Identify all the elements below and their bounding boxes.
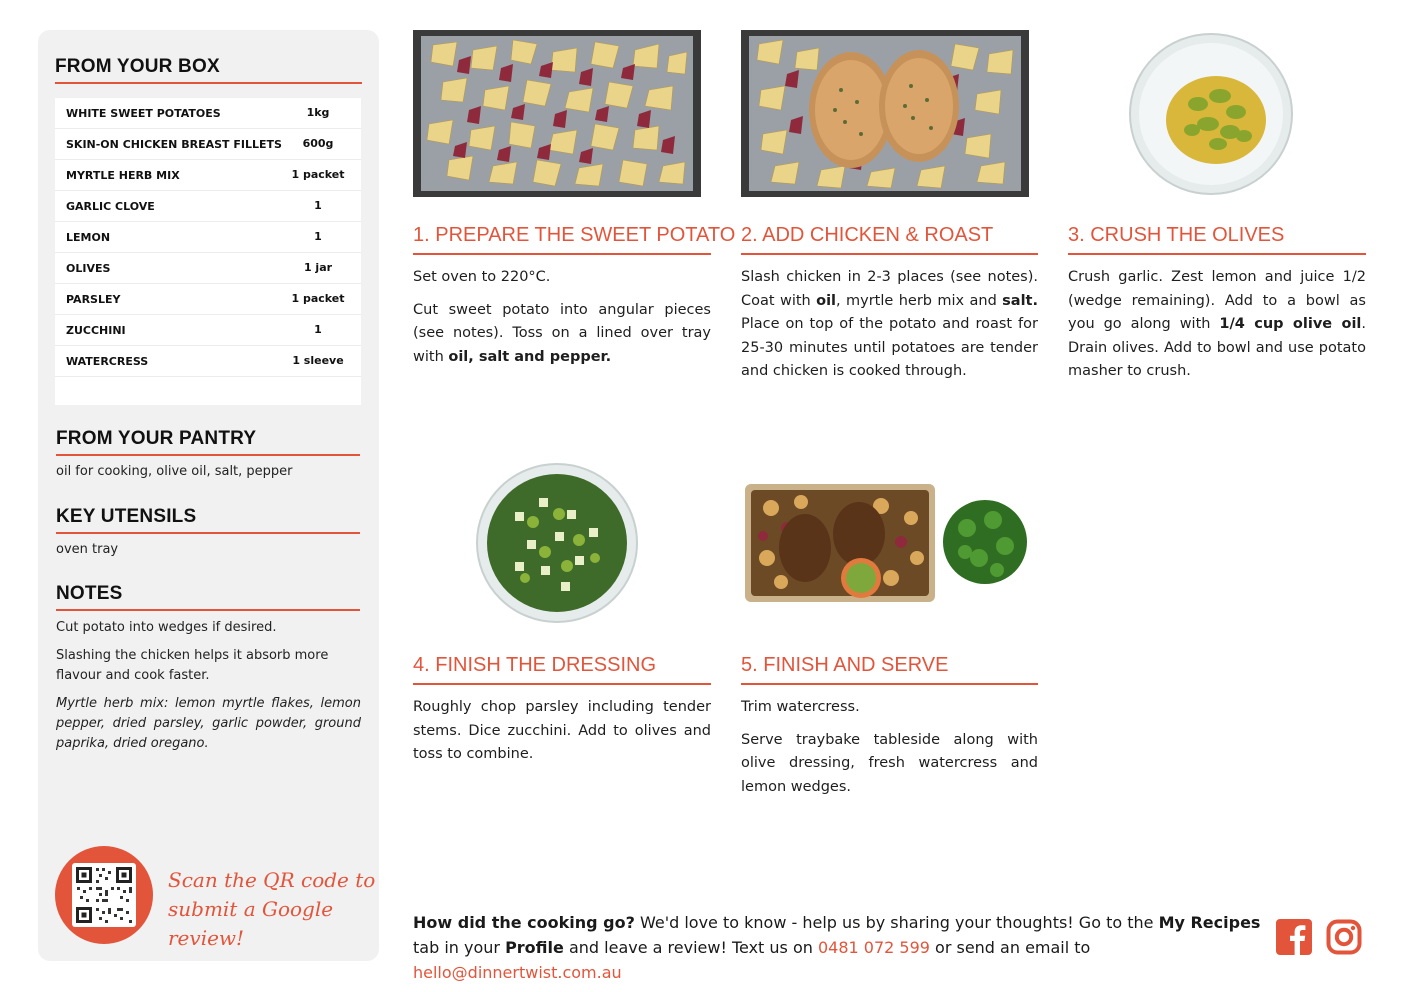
step-1-text: Set oven to 220°C. — [413, 269, 551, 285]
step-2-bold-oil: oil — [816, 292, 837, 309]
step-3-text-part: . Drain olives. Add to bowl and use potato masher to crush. — [1068, 316, 1366, 379]
table-row — [55, 222, 361, 253]
notes-title: NOTES — [56, 583, 123, 604]
ingredient-name: WATERCRESS — [66, 355, 149, 368]
ingredient-qty: 1 sleeve — [292, 354, 344, 367]
sweet-potato-tray-photo — [413, 30, 701, 197]
step-2-text-part: Place on top of the potato and roast for 25-30 minutes until potatoes are tender and chicken is cooked through. — [741, 316, 1038, 379]
table-row — [55, 98, 361, 129]
step-2-bold-salt: salt. — [1002, 292, 1038, 309]
divider — [413, 253, 711, 255]
step-5-body — [741, 696, 1038, 808]
footer-text: tab in your — [413, 938, 506, 957]
step-1-bold-ingredients: oil, salt and pepper. — [448, 348, 612, 365]
step-3-text — [1068, 266, 1366, 384]
step-1-body — [413, 266, 711, 378]
step-1-title: 1. PREPARE THE SWEET POTATO — [413, 224, 736, 246]
footer-text: or send an email to — [929, 938, 1091, 957]
step-3-text-part: Crush garlic. Zest lemon and juice 1/2 (wedge remaining). Add to a bowl as you go along with — [1068, 269, 1366, 332]
ingredient-qty: 1kg — [306, 106, 330, 119]
step-5-title: 5. FINISH AND SERVE — [741, 654, 949, 676]
divider — [741, 253, 1038, 255]
step-2-text-part: Slash chicken in 2-3 places (see notes). Coat with — [741, 269, 1038, 309]
footer-profile: Profile — [505, 938, 564, 957]
table-row — [55, 346, 361, 377]
ingredients-panel — [38, 30, 379, 961]
step-4-title: 4. FINISH THE DRESSING — [413, 654, 657, 676]
divider — [413, 683, 711, 685]
phone-link[interactable]: 0481 072 599 — [817, 938, 930, 957]
ingredient-qty: 600g — [302, 137, 334, 150]
step-5-text: Serve traybake tableside along with olive dressing, fresh watercress and lemon wedges. — [741, 731, 1038, 795]
table-row — [55, 284, 361, 315]
step-4-body — [413, 696, 711, 776]
qr-caption-line: submit a Google review! — [168, 897, 334, 950]
footer-text: and leave a review! Text us on — [563, 938, 818, 957]
ingredient-name: PARSLEY — [66, 293, 121, 306]
divider — [56, 532, 360, 534]
step-3-body — [1068, 266, 1366, 393]
footer-text: We'd love to know - help us by sharing your thoughts! Go to the — [634, 913, 1159, 932]
divider — [1068, 253, 1366, 255]
step-2-text — [741, 266, 1038, 384]
step-2-text-part: , myrtle herb mix and — [836, 292, 1003, 309]
qr-caption — [168, 866, 379, 953]
qr-code-icon[interactable] — [72, 863, 136, 927]
ingredient-name: WHITE SWEET POTATOES — [66, 107, 221, 120]
step-2-body — [741, 266, 1038, 393]
ingredient-qty: 1 — [314, 230, 322, 243]
pantry-text: oil for cooking, olive oil, salt, pepper — [56, 464, 293, 479]
footer-my-recipes: My Recipes — [1158, 913, 1261, 932]
step-2-title: 2. ADD CHICKEN & ROAST — [741, 224, 994, 246]
ingredient-name: GARLIC CLOVE — [66, 200, 155, 213]
step-5-text: Trim watercress. — [741, 699, 860, 715]
table-row — [55, 191, 361, 222]
ingredient-name: MYRTLE HERB MIX — [66, 169, 180, 182]
table-row — [55, 129, 361, 160]
ingredient-name: LEMON — [66, 231, 111, 244]
ingredient-qty: 1 jar — [303, 261, 333, 274]
olive-bowl-photo — [1128, 32, 1294, 196]
chicken-tray-photo — [741, 30, 1029, 197]
ingredient-qty: 1 — [314, 323, 322, 336]
ingredient-table — [55, 98, 361, 405]
note-2: Slashing the chicken helps it absorb more flavour and cook faster. — [56, 648, 329, 683]
pantry-title: FROM YOUR PANTRY — [56, 428, 257, 449]
table-row — [55, 253, 361, 284]
table-row — [55, 315, 361, 346]
divider — [56, 609, 360, 611]
from-box-title: FROM YOUR BOX — [55, 56, 220, 77]
email-link[interactable]: hello@dinnertwist.com.au — [413, 963, 622, 982]
qr-caption-line: Scan the QR code to — [168, 868, 376, 892]
ingredient-name: SKIN-ON CHICKEN BREAST FILLETS — [66, 138, 282, 151]
divider — [55, 82, 362, 84]
step-1-text-part: Cut sweet potato into angular pieces (see notes). Toss on a lined over tray with — [413, 301, 711, 365]
ingredient-qty: 1 packet — [291, 292, 345, 305]
instagram-icon[interactable] — [1326, 919, 1362, 955]
divider — [56, 454, 360, 456]
step-3-title: 3. CRUSH THE OLIVES — [1068, 224, 1285, 246]
step-3-bold-olive-oil: 1/4 cup olive oil — [1219, 316, 1362, 332]
note-3: Myrtle herb mix: lemon myrtle flakes, lemon pepper, dried parsley, garlic powder, ground paprika, dried oregano. — [56, 696, 361, 751]
footer-question: How did the cooking go? — [413, 913, 635, 932]
step-4-text: Roughly chop parsley including tender stems. Dice zucchini. Add to olives and toss to combine. — [413, 699, 711, 762]
ingredient-qty: 1 — [314, 199, 322, 212]
ingredient-qty: 1 packet — [291, 168, 345, 181]
note-1: Cut potato into wedges if desired. — [56, 620, 277, 635]
ingredient-name: OLIVES — [66, 262, 111, 275]
utensils-title: KEY UTENSILS — [56, 506, 197, 527]
review-footer — [413, 910, 1263, 985]
finished-traybake-photo — [741, 478, 1029, 608]
divider — [741, 683, 1038, 685]
ingredient-name: ZUCCHINI — [66, 324, 126, 337]
facebook-icon[interactable] — [1276, 919, 1312, 955]
step-1-text — [413, 299, 711, 370]
utensils-text: oven tray — [56, 542, 119, 557]
table-row — [55, 160, 361, 191]
dressing-bowl-photo — [475, 462, 639, 624]
